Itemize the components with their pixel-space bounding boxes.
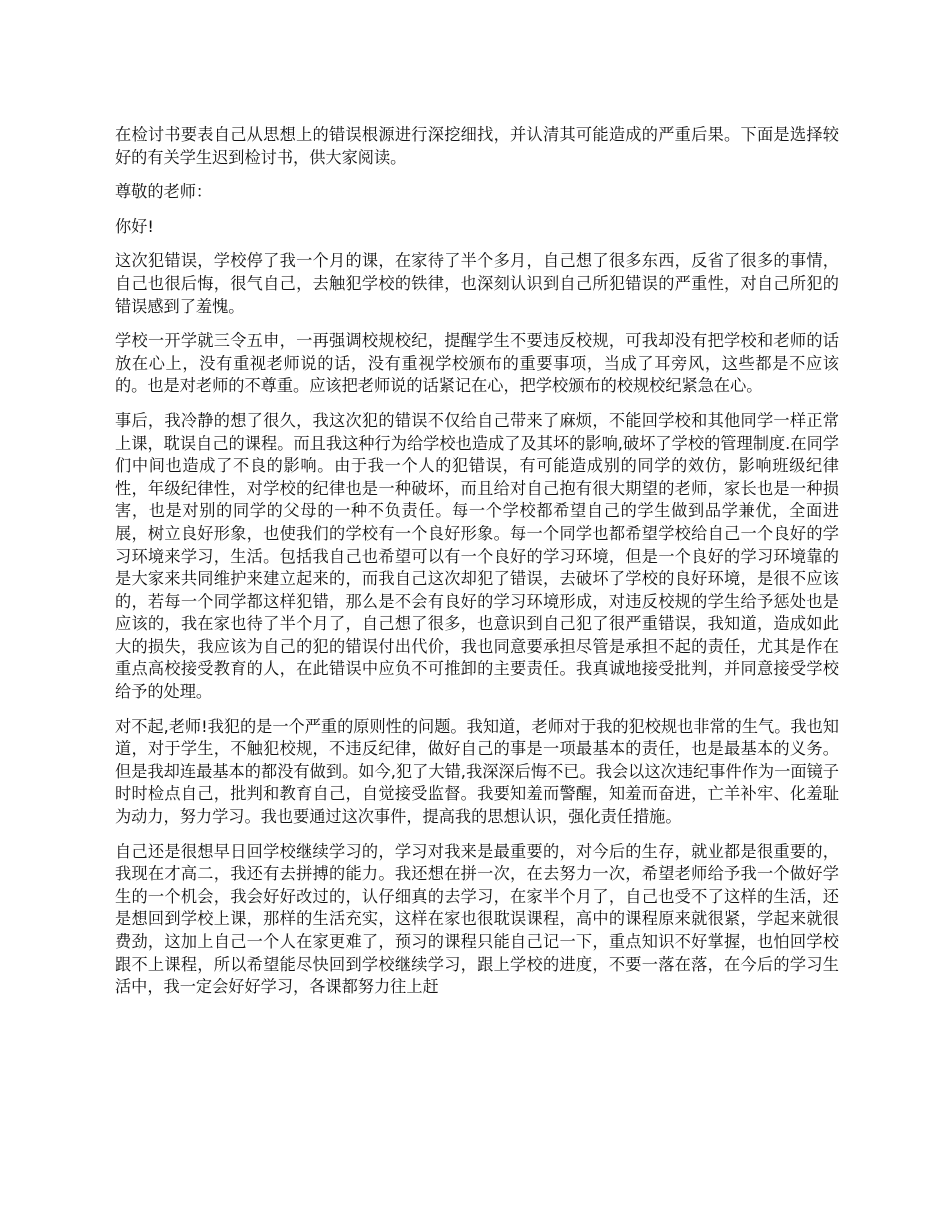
greeting: 你好! bbox=[115, 216, 154, 236]
body-paragraph: 自己还是很想早日回学校继续学习的，学习对我来是最重要的，对今后的生存，就业都是很重要的，我现在才高二，我还有去拼搏的能力。我还想在拼一次，在去努力一次，希望老师给予我一个做好学生的一个机会，我会好好改过的，认仔细真的去学习，在家半个月了，自己也受不了这样的生活，还是想回到学校上课，那样的生活充实，这样在家也很耽误课程，高中的课程原来就很紧，学起来就很费劲，这加上自己一个人在家更难了，预习的课程只能自己记一下，重点知识不好掌握，也怕回学校跟不上课程，所以希望能尽快回到学校继续学习，跟上学校的进度，不要一落在落，在今后的学习生活中，我一定会好好学习，各课都努力往上赶 bbox=[115, 841, 839, 997]
body-paragraph: 学校一开学就三令五申，一再强调校规校纪，提醒学生不要违反校规，可我却没有把学校和老师的话放在心上，没有重视老师说的话，没有重视学校颁布的重要事项，当成了耳旁风，这些都是不应该的。也是对老师的不尊重。应该把老师说的话紧记在心，把学校颁布的校规校纪紧急在心。 bbox=[115, 331, 839, 396]
intro-paragraph: 在检讨书要表自己从思想上的错误根源进行深挖细找，并认清其可能造成的严重后果。下面是选择较好的有关学生迟到检讨书，供大家阅读。 bbox=[115, 125, 839, 167]
body-paragraph: 这次犯错误，学校停了我一个月的课，在家待了半个多月，自己想了很多东西，反省了很多的事情，自己也很后悔，很气自己，去触犯学校的铁律，也深刻认识到自己所犯错误的严重性，对自己所犯的错误感到了羞愧。 bbox=[115, 251, 839, 316]
salutation: 尊敬的老师： bbox=[115, 182, 213, 202]
body-paragraph: 对不起,老师!我犯的是一个严重的原则性的问题。我知道，老师对于我的犯校规也非常的生气。我也知道，对于学生，不触犯校规，不违反纪律，做好自己的事是一项最基本的责任，也是最基本的义务。但是我却连最基本的都没有做到。如今,犯了大错,我深深后悔不已。我会以这次违纪事件作为一面镜子时时检点自己，批判和教育自己，自觉接受监督。我要知羞而警醒，知羞而奋进，亡羊补牢、化羞耻为动力，努力学习。我也要通过这次事件，提高我的思想认识，强化责任措施。 bbox=[115, 716, 839, 827]
document-body bbox=[115, 124, 839, 1011]
body-paragraph: 事后，我冷静的想了很久，我这次犯的错误不仅给自己带来了麻烦，不能回学校和其他同学一样正常上课，耽误自己的课程。而且我这种行为给学校也造成了及其坏的影响,破坏了学校的管理制度.在同学们中间也造成了不良的影响。由于我一个人的犯错误，有可能造成别的同学的效仿，影响班级纪律性，年级纪律性，对学校的纪律也是一种破坏，而且给对自己抱有很大期望的老师，家长也是一种损害，也是对别的同学的父母的一种不负责任。每一个学校都希望自己的学生做到品学兼优，全面进展，树立良好形象，也使我们的学校有一个良好形象。每一个同学也都希望学校给自己一个良好的学习环境来学习，生活。包括我自己也希望可以有一个良好的学习环境，但是一个良好的学习环境靠的是大家来共同维护来建立起来的，而我自己这次却犯了错误，去破坏了学校的良好环境，是很不应该的，若每一个同学都这样犯错，那么是不会有良好的学习环境形成，对违反校规的学生给予惩处也是应该的，我在家也待了半个月了，自己想了很多，也意识到自己犯了很严重错误，我知道，造成如此大的损失，我应该为自己的犯的错误付出代价，我也同意要承担尽管是承担不起的责任，尤其是作在重点高校接受教育的人，在此错误中应负不可推卸的主要责任。我真诚地接受批判，并同意接受学校给予的处理。 bbox=[115, 410, 839, 702]
